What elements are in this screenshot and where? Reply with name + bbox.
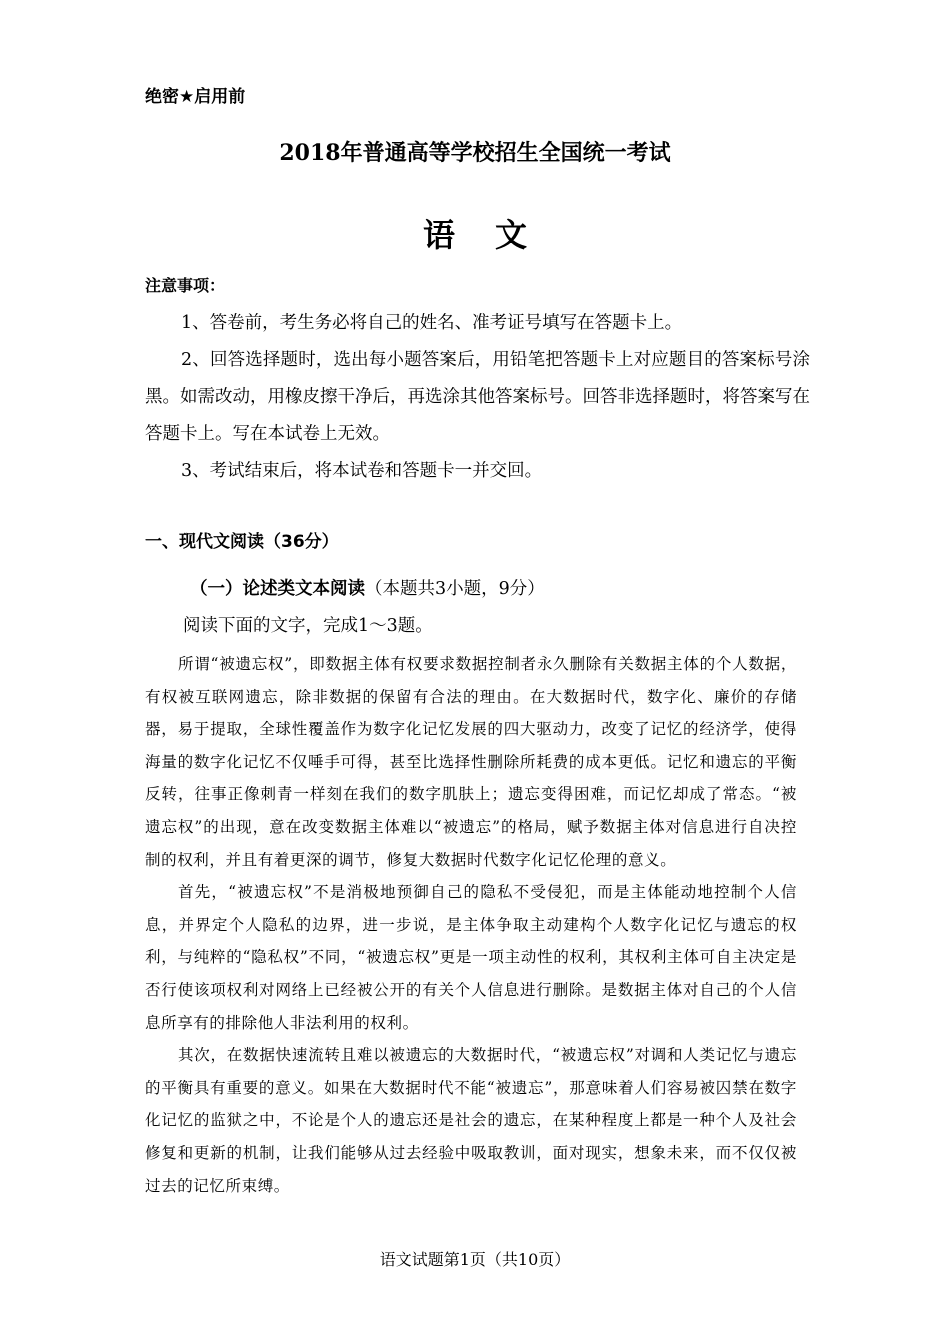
section-heading: 一、现代文阅读（36分） (145, 532, 339, 552)
subject-title: 语文 (422, 216, 567, 254)
passage-paragraph: 所谓“被遗忘权”，即数据主体有权要求数据控制者永久删除有关数据主体的个人数据，有权被互联网遗忘，除非数据的保留有合法的理由。在大数据时代，数字化、廉价的存储器，易于提取，全球性覆盖作为数字化记忆发展的四大驱动力，改变了记忆的经济学，使得海量的数字化记忆不仅唾手可得，甚至比选择性删除所耗费的成本更低。记忆和遗忘的平衡反转，往事正像刺青一样刻在我们的数字肌肤上；遗忘变得困难，而记忆却成了常态。“被遗忘权”的出现，意在改变数据主体难以“被遗忘”的格局，赋予数据主体对信息进行自决控制的权利，并且有着更深的调节，修复大数据时代数字化记忆伦理的意义。 (145, 655, 797, 869)
notice-item: 3、考试结束后，将本试卷和答题卡一并交回。 (181, 461, 543, 481)
notice-item: 2、回答选择题时，选出每小题答案后，用铅笔把答题卡上对应题目的答案标号涂黑。如需改动，用橡皮擦干净后，再选涂其他答案标号。回答非选择题时，将答案写在答题卡上。写在本试卷上无效。 (145, 350, 810, 444)
notice-heading: 注意事项： (145, 276, 226, 295)
subsection-heading (190, 575, 545, 600)
reading-instruction: 阅读下面的文字，完成1～3题。 (183, 616, 433, 636)
passage-paragraph: 首先，“被遗忘权”不是消极地预御自己的隐私不受侵犯，而是主体能动地控制个人信息，并界定个人隐私的边界，进一步说，是主体争取主动建构个人数字化记忆与遗忘的权利，与纯粹的“隐私权”不同，“被遗忘权”更是一项主动性的权利，其权利主体可自主决定是否行使该项权利对网络上已经被公开的有关个人信息进行删除。是数据主体对自己的个人信息所享有的排除他人非法利用的权利。 (145, 883, 797, 1032)
subsection-note: （本题共3小题，9分） (365, 579, 545, 599)
notice-item: 1、答卷前，考生务必将自己的姓名、准考证号填写在答题卡上。 (181, 313, 683, 333)
page-footer: 语文试题第1页（共10页） (379, 1250, 571, 1269)
subsection-title: （一）论述类文本阅读 (190, 579, 365, 599)
exam-title: 2018年普通高等学校招生全国统一考试 (279, 140, 671, 166)
confidential-mark: 绝密★启用前 (145, 87, 246, 107)
passage-paragraph: 其次，在数据快速流转且难以被遗忘的大数据时代，“被遗忘权”对调和人类记忆与遗忘的平衡具有重要的意义。如果在大数据时代不能“被遗忘”，那意味着人们容易被囚禁在数字化记忆的监狱之中，不论是个人的遗忘还是社会的遗忘，在某种程度上都是一种个人及社会修复和更新的机制，让我们能够从过去经验中吸取教训，面对现实，想象未来，而不仅仅被过去的记忆所束缚。 (145, 1046, 797, 1195)
reading-passage (145, 648, 797, 1202)
notice-list (145, 305, 810, 490)
